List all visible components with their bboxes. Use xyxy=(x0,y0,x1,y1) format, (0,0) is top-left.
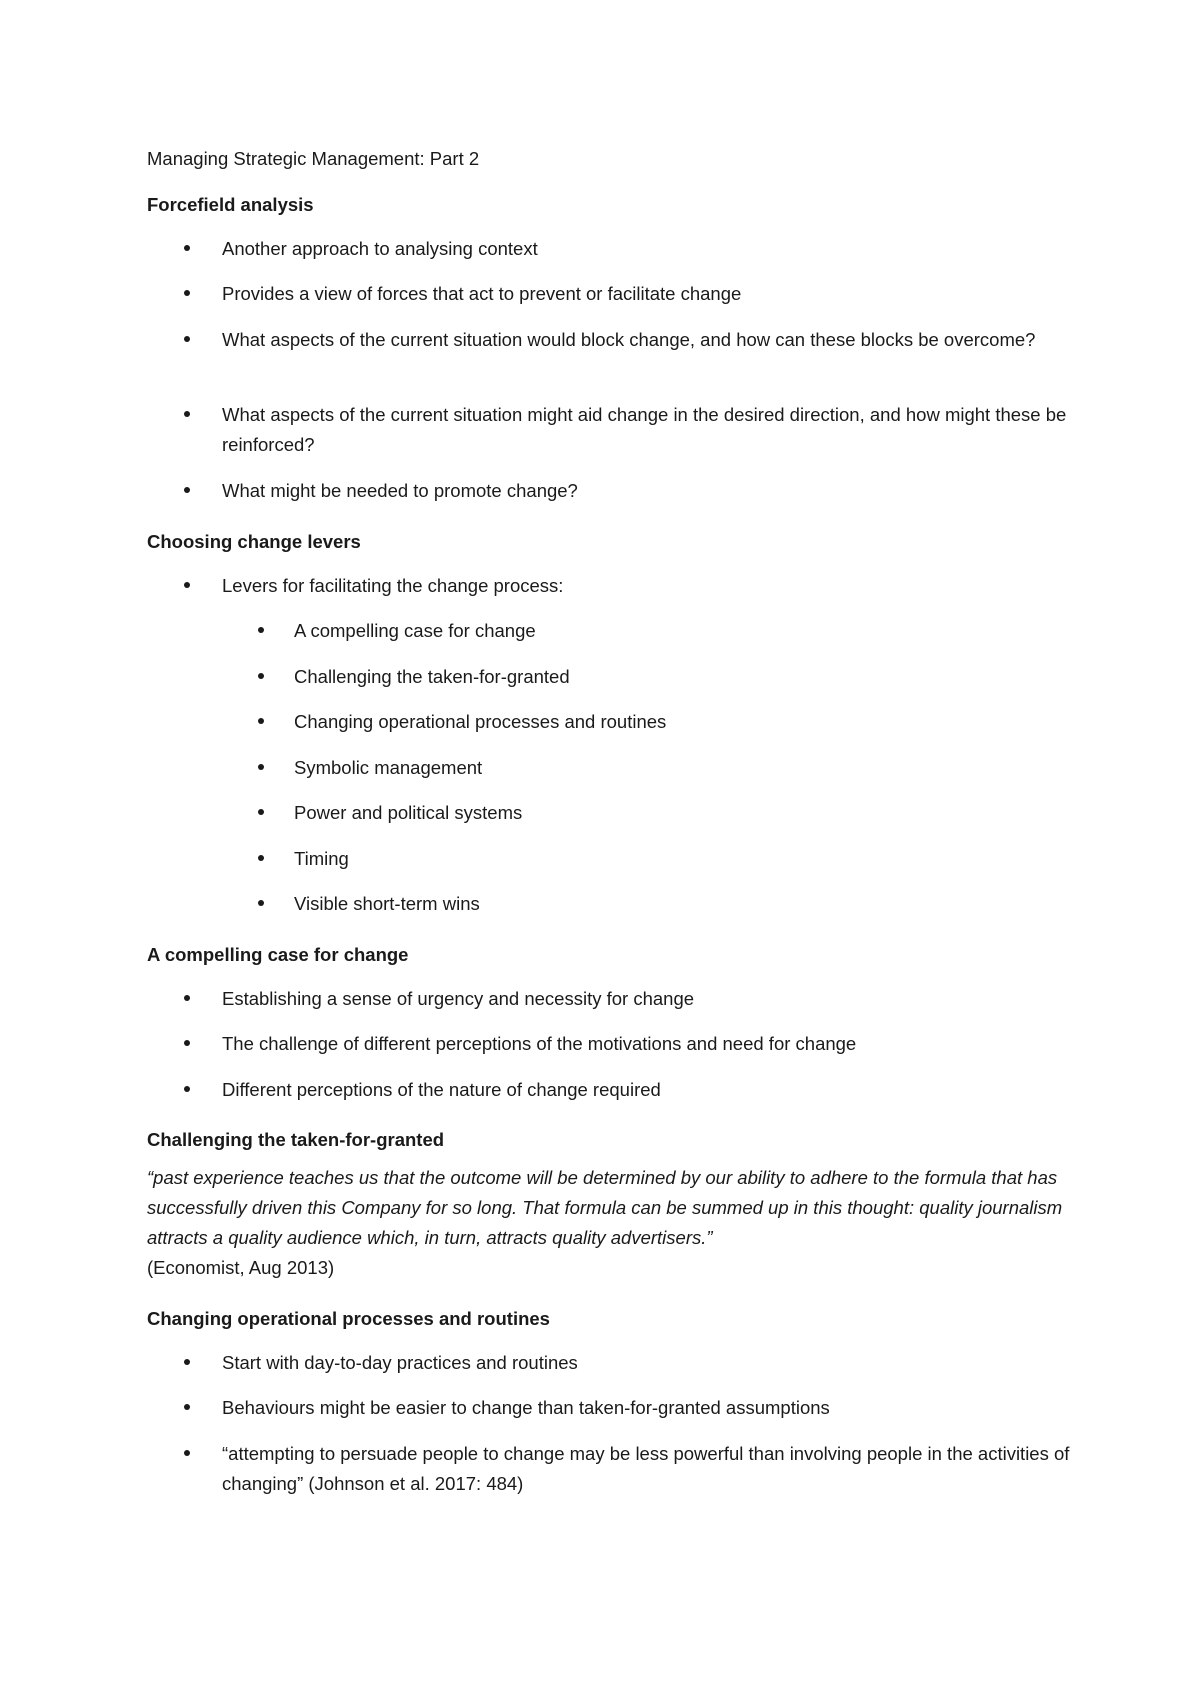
bullet-icon xyxy=(258,855,264,861)
bullet-icon xyxy=(184,290,190,296)
bullet-icon xyxy=(258,809,264,815)
bullet-icon xyxy=(258,718,264,724)
bullet-icon xyxy=(184,582,190,588)
section-heading-operational: Changing operational processes and routines xyxy=(147,1308,550,1329)
bullet-icon xyxy=(258,673,264,679)
quote-text: “past experience teaches us that the outcome will be determined by our ability to adhere to the formula that has successfully driven this Company for so long. That formula can be summed up in this thought: quality journalism attracts a quality audience which, in turn, attracts quality advertisers.” xyxy=(147,1167,1063,1248)
quote-citation: (Economist, Aug 2013) xyxy=(147,1257,335,1278)
bullet-icon xyxy=(184,411,190,417)
section-heading-levers: Choosing change levers xyxy=(147,531,361,552)
bullet-icon xyxy=(184,1086,190,1092)
document-title: Managing Strategic Management: Part 2 xyxy=(147,148,480,169)
bullet-icon xyxy=(184,995,190,1001)
bullet-icon xyxy=(258,764,264,770)
section-heading-challenging: Challenging the taken-for-granted xyxy=(147,1129,445,1150)
bullet-icon xyxy=(258,900,264,906)
bullet-icon xyxy=(184,245,190,251)
section-heading-compelling: A compelling case for change xyxy=(147,944,409,965)
section-heading-forcefield: Forcefield analysis xyxy=(147,194,314,215)
bullet-icon xyxy=(184,487,190,493)
bullet-icon xyxy=(184,1040,190,1046)
bullet-icon xyxy=(184,1450,190,1456)
bullet-icon xyxy=(184,336,190,342)
bullet-icon xyxy=(184,1359,190,1365)
document-page: Managing Strategic Management: Part 2 Forcefield analysis Another approach to analysing context Provides a view of forces that act to prevent or facilitate change What aspects of the current situation would block change, and how can these blocks be overcome? What aspects of the current situation might aid change in the desired direction, and how might these be reinforced? What might be needed to promote change? Choosing change levers Levers for facilitating the change process: A compelling case for change Challenging the taken-for-granted Changing operational processes and routines Symbolic management Power and political systems Timing Visible short-term wins A compelling case for change Establishing a sense of urgency and necessity for change The challenge of different perceptions of the motivations and need for change Different perceptions of the nature of change required Challenging the taken-for-granted “past experience teaches us that the outcome will be determined by our ability to adhere to the formula that has successfully driven this Company for so long. That formula can be summed up in this thought: quality journalism attracts a quality audience which, in turn, attracts quality advertisers.” (Economist, Aug 2013) Changing operational processes and routines Start with day-to-day practices and routines Behaviours might be easier to change than taken-for-granted assumptions “attempting to persuade people to change may be less powerful than involving people in the activities of changing” (Johnson et al. 2017: 484) xyxy=(0,0,1200,1698)
bullet-icon xyxy=(184,1404,190,1410)
bullet-icon xyxy=(258,627,264,633)
